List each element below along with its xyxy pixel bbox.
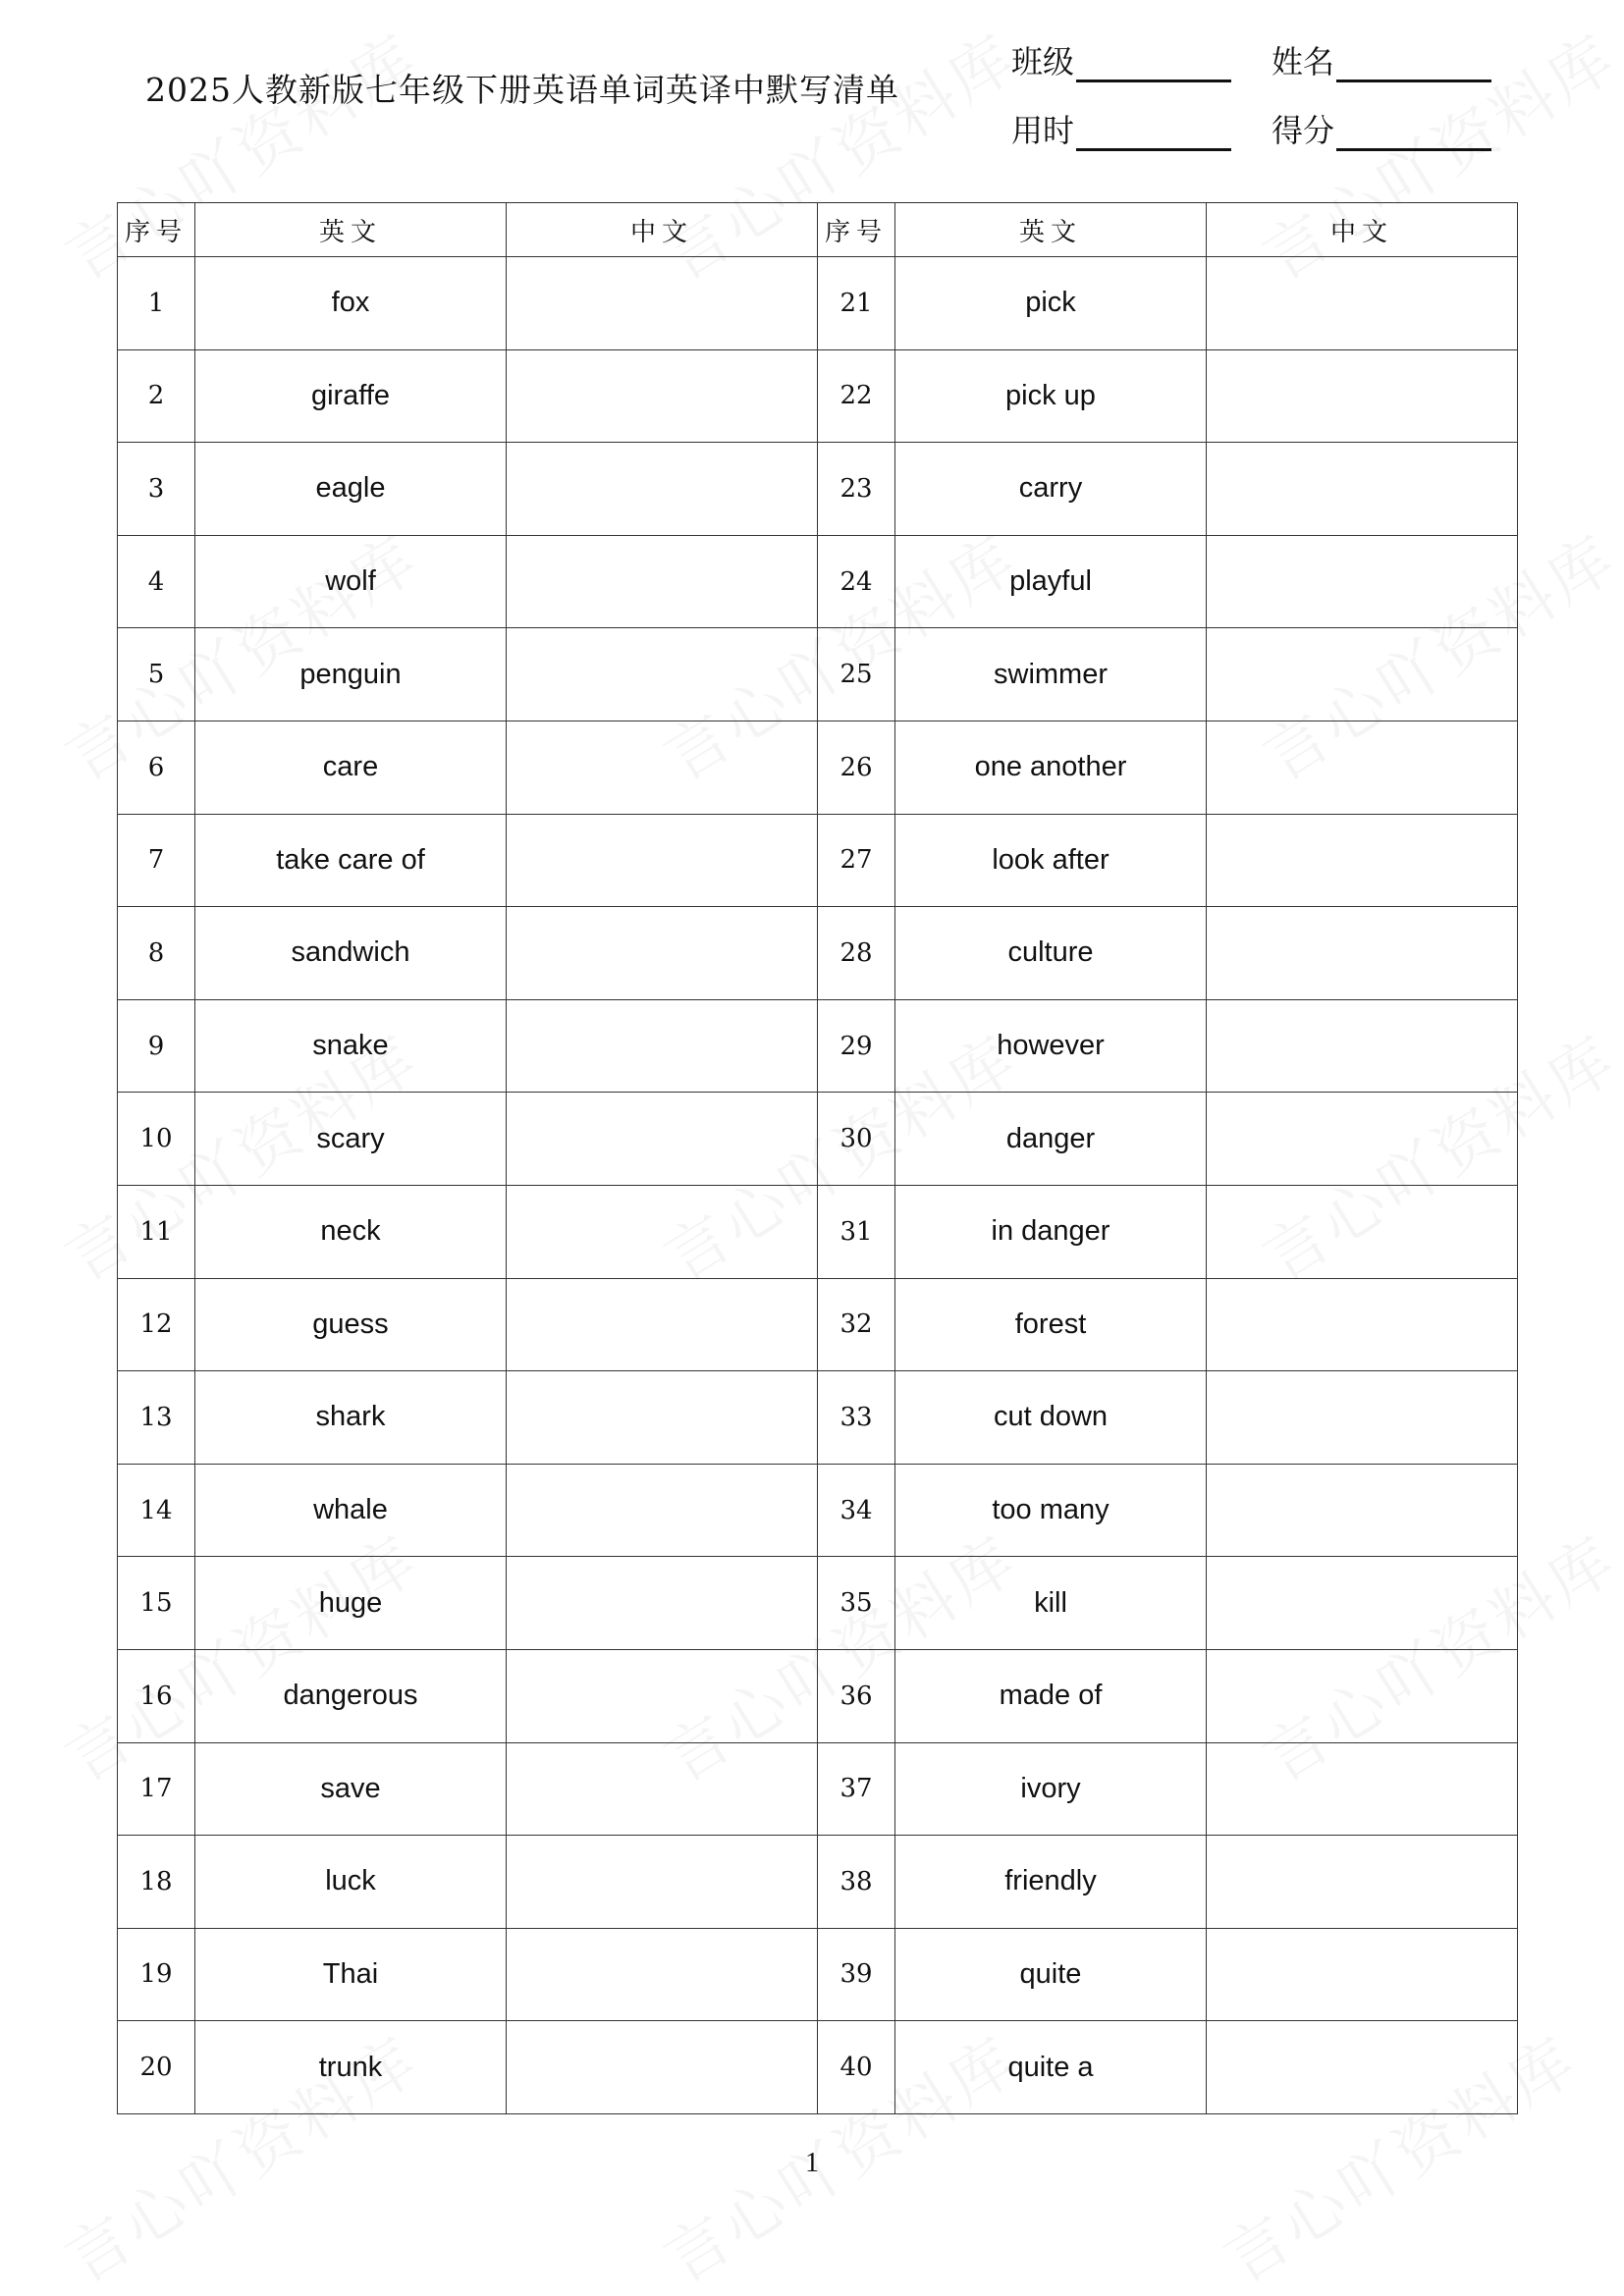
chinese-answer-left[interactable] (507, 814, 818, 907)
table-row (118, 1836, 1518, 1929)
english-word-left: luck (195, 1836, 507, 1929)
chinese-answer-left[interactable] (507, 1649, 818, 1742)
header-chinese-left: 中文 (507, 203, 818, 257)
english-word-right: pick up (895, 349, 1207, 443)
table-row (118, 907, 1518, 1000)
english-word-right: danger (895, 1093, 1207, 1186)
table-row (118, 1093, 1518, 1186)
english-word-right: made of (895, 1649, 1207, 1742)
english-word-right: kill (895, 1557, 1207, 1650)
chinese-answer-left[interactable] (507, 257, 818, 350)
chinese-answer-right[interactable] (1207, 1928, 1518, 2021)
row-number-left: 6 (118, 721, 195, 814)
row-number-left: 12 (118, 1278, 195, 1371)
chinese-answer-left[interactable] (507, 721, 818, 814)
english-word-left: care (195, 721, 507, 814)
table-row (118, 1742, 1518, 1836)
chinese-answer-left[interactable] (507, 1278, 818, 1371)
table-row (118, 628, 1518, 721)
table-row (118, 2021, 1518, 2114)
english-word-right: carry (895, 443, 1207, 536)
table-row (118, 1464, 1518, 1557)
info-row-class-name (1011, 37, 1532, 106)
english-word-right: friendly (895, 1836, 1207, 1929)
row-number-right: 35 (818, 1557, 895, 1650)
table-row (118, 1649, 1518, 1742)
chinese-answer-left[interactable] (507, 1928, 818, 2021)
header-number-right: 序号 (818, 203, 895, 257)
chinese-answer-right[interactable] (1207, 257, 1518, 350)
english-word-left: save (195, 1742, 507, 1836)
chinese-answer-right[interactable] (1207, 1185, 1518, 1278)
english-word-right: however (895, 999, 1207, 1093)
english-word-left: wolf (195, 535, 507, 628)
vocabulary-table-body (118, 257, 1518, 2114)
row-number-right: 27 (818, 814, 895, 907)
english-word-left: dangerous (195, 1649, 507, 1742)
row-number-right: 21 (818, 257, 895, 350)
page-number: 1 (805, 2148, 819, 2178)
chinese-answer-left[interactable] (507, 1836, 818, 1929)
english-word-right: too many (895, 1464, 1207, 1557)
vocabulary-table (117, 202, 1518, 2114)
name-field[interactable] (1272, 37, 1532, 82)
english-word-right: look after (895, 814, 1207, 907)
row-number-left: 18 (118, 1836, 195, 1929)
english-word-right: cut down (895, 1371, 1207, 1465)
chinese-answer-right[interactable] (1207, 1278, 1518, 1371)
english-word-right: in danger (895, 1185, 1207, 1278)
chinese-answer-right[interactable] (1207, 1557, 1518, 1650)
english-word-left: eagle (195, 443, 507, 536)
english-word-left: shark (195, 1371, 507, 1465)
chinese-answer-left[interactable] (507, 1464, 818, 1557)
english-word-left: neck (195, 1185, 507, 1278)
chinese-answer-left[interactable] (507, 1742, 818, 1836)
row-number-left: 17 (118, 1742, 195, 1836)
table-row (118, 1928, 1518, 2021)
row-number-right: 28 (818, 907, 895, 1000)
class-blank-line[interactable] (1076, 50, 1231, 82)
table-row (118, 349, 1518, 443)
english-word-left: fox (195, 257, 507, 350)
document-title: 2025人教新版七年级下册英语单词英译中默写清单 (145, 71, 899, 109)
row-number-right: 34 (818, 1464, 895, 1557)
english-word-right: pick (895, 257, 1207, 350)
row-number-left: 16 (118, 1649, 195, 1742)
row-number-left: 2 (118, 349, 195, 443)
row-number-right: 24 (818, 535, 895, 628)
chinese-answer-left[interactable] (507, 1371, 818, 1465)
english-word-right: ivory (895, 1742, 1207, 1836)
english-word-right: swimmer (895, 628, 1207, 721)
chinese-answer-left[interactable] (507, 1557, 818, 1650)
row-number-right: 29 (818, 999, 895, 1093)
chinese-answer-right[interactable] (1207, 443, 1518, 536)
chinese-answer-right[interactable] (1207, 1836, 1518, 1929)
chinese-answer-right[interactable] (1207, 349, 1518, 443)
row-number-left: 3 (118, 443, 195, 536)
chinese-answer-left[interactable] (507, 628, 818, 721)
chinese-answer-right[interactable] (1207, 1649, 1518, 1742)
english-word-left: take care of (195, 814, 507, 907)
header-english-right: 英文 (895, 203, 1207, 257)
table-row (118, 443, 1518, 536)
row-number-right: 40 (818, 2021, 895, 2114)
english-word-left: huge (195, 1557, 507, 1650)
english-word-right: playful (895, 535, 1207, 628)
table-row (118, 1557, 1518, 1650)
english-word-right: culture (895, 907, 1207, 1000)
info-row-time-score (1011, 106, 1532, 175)
time-field[interactable] (1011, 106, 1272, 151)
english-word-left: whale (195, 1464, 507, 1557)
row-number-left: 1 (118, 257, 195, 350)
chinese-answer-right[interactable] (1207, 628, 1518, 721)
class-label: 班级 (1011, 43, 1075, 80)
chinese-answer-left[interactable] (507, 999, 818, 1093)
table-row (118, 1371, 1518, 1465)
english-word-left: scary (195, 1093, 507, 1186)
row-number-right: 38 (818, 1836, 895, 1929)
time-label: 用时 (1011, 112, 1075, 149)
row-number-right: 30 (818, 1093, 895, 1186)
english-word-right: quite (895, 1928, 1207, 2021)
row-number-left: 4 (118, 535, 195, 628)
chinese-answer-right[interactable] (1207, 814, 1518, 907)
chinese-answer-right[interactable] (1207, 999, 1518, 1093)
row-number-right: 25 (818, 628, 895, 721)
english-word-left: sandwich (195, 907, 507, 1000)
row-number-left: 20 (118, 2021, 195, 2114)
table-row (118, 999, 1518, 1093)
chinese-answer-right[interactable] (1207, 1371, 1518, 1465)
table-row (118, 535, 1518, 628)
english-word-left: trunk (195, 2021, 507, 2114)
chinese-answer-right[interactable] (1207, 907, 1518, 1000)
english-word-right: forest (895, 1278, 1207, 1371)
table-row (118, 721, 1518, 814)
chinese-answer-left[interactable] (507, 349, 818, 443)
row-number-left: 15 (118, 1557, 195, 1650)
row-number-left: 8 (118, 907, 195, 1000)
chinese-answer-left[interactable] (507, 2021, 818, 2114)
header-number-left: 序号 (118, 203, 195, 257)
class-field[interactable] (1011, 37, 1272, 82)
chinese-answer-left[interactable] (507, 443, 818, 536)
row-number-right: 39 (818, 1928, 895, 2021)
chinese-answer-right[interactable] (1207, 1464, 1518, 1557)
row-number-left: 10 (118, 1093, 195, 1186)
row-number-right: 33 (818, 1371, 895, 1465)
score-blank-line[interactable] (1336, 119, 1491, 151)
table-header-row (118, 203, 1518, 257)
chinese-answer-left[interactable] (507, 535, 818, 628)
name-blank-line[interactable] (1336, 50, 1491, 82)
row-number-right: 22 (818, 349, 895, 443)
chinese-answer-right[interactable] (1207, 1093, 1518, 1186)
score-field[interactable] (1272, 106, 1532, 151)
row-number-right: 36 (818, 1649, 895, 1742)
chinese-answer-left[interactable] (507, 907, 818, 1000)
row-number-left: 7 (118, 814, 195, 907)
header-english-left: 英文 (195, 203, 507, 257)
chinese-answer-right[interactable] (1207, 721, 1518, 814)
english-word-left: giraffe (195, 349, 507, 443)
row-number-left: 14 (118, 1464, 195, 1557)
chinese-answer-right[interactable] (1207, 535, 1518, 628)
chinese-answer-right[interactable] (1207, 1742, 1518, 1836)
header-chinese-right: 中文 (1207, 203, 1518, 257)
row-number-left: 11 (118, 1185, 195, 1278)
english-word-right: one another (895, 721, 1207, 814)
table-row (118, 1185, 1518, 1278)
row-number-left: 5 (118, 628, 195, 721)
time-blank-line[interactable] (1076, 119, 1231, 151)
student-info-block (1011, 37, 1532, 175)
table-row (118, 814, 1518, 907)
english-word-right: quite a (895, 2021, 1207, 2114)
english-word-left: guess (195, 1278, 507, 1371)
name-label: 姓名 (1272, 43, 1335, 80)
row-number-right: 37 (818, 1742, 895, 1836)
row-number-left: 13 (118, 1371, 195, 1465)
row-number-right: 23 (818, 443, 895, 536)
score-label: 得分 (1272, 112, 1335, 149)
english-word-left: snake (195, 999, 507, 1093)
table-row (118, 1278, 1518, 1371)
table-row (118, 257, 1518, 350)
chinese-answer-left[interactable] (507, 1185, 818, 1278)
row-number-left: 19 (118, 1928, 195, 2021)
chinese-answer-left[interactable] (507, 1093, 818, 1186)
chinese-answer-right[interactable] (1207, 2021, 1518, 2114)
row-number-right: 31 (818, 1185, 895, 1278)
row-number-right: 32 (818, 1278, 895, 1371)
row-number-right: 26 (818, 721, 895, 814)
english-word-left: Thai (195, 1928, 507, 2021)
row-number-left: 9 (118, 999, 195, 1093)
english-word-left: penguin (195, 628, 507, 721)
